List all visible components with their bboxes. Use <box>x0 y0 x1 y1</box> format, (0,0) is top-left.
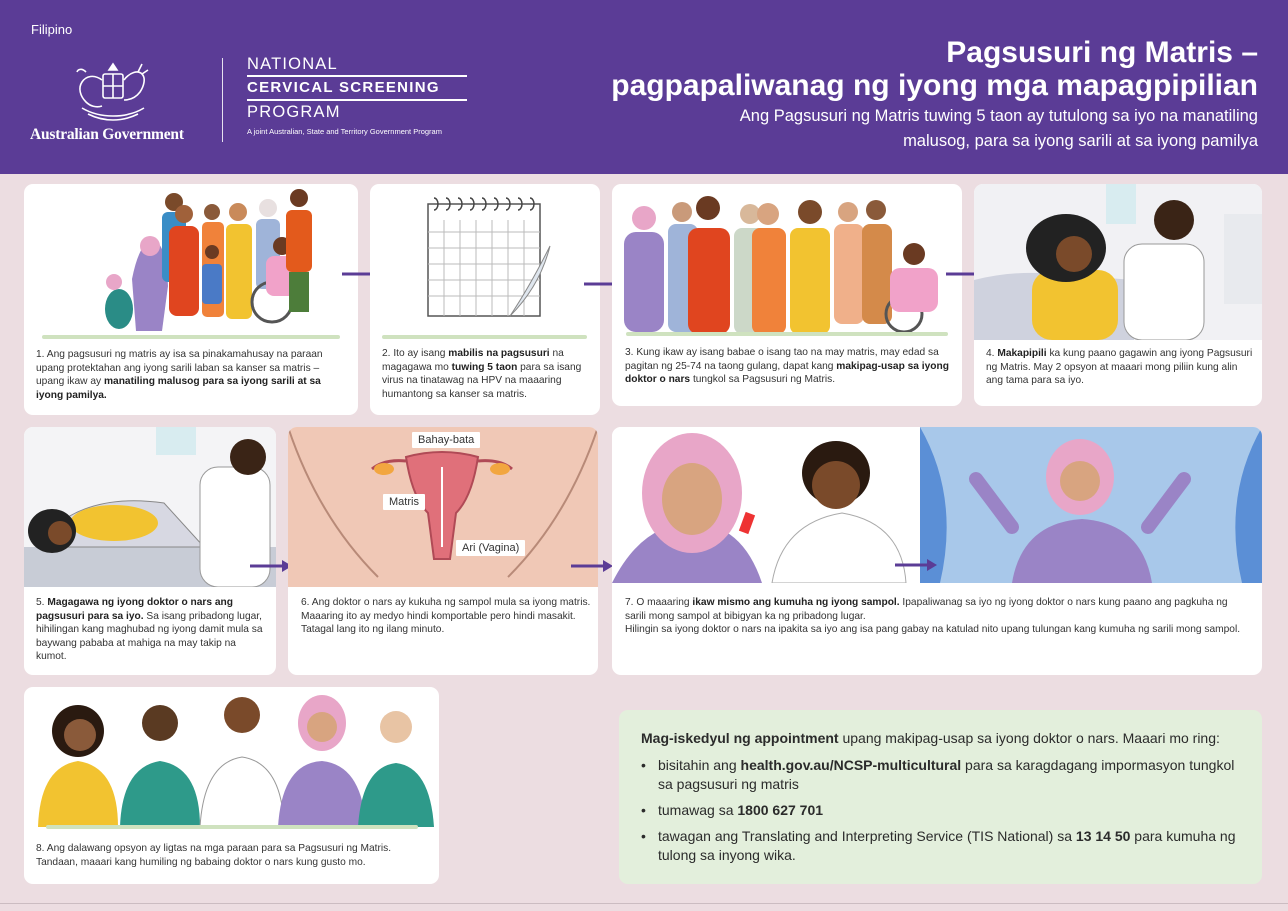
appointment-info-panel <box>619 710 1262 884</box>
step-6-text: 6. Ang doktor o nars ay kukuha ng sampol mula sa iyong matris. Maaaring ito ay medyo hindi komportable pero hindi masakit. Tatagal lang ito ng ilang minuto. <box>301 597 591 636</box>
government-name: Australian Government <box>30 126 184 143</box>
examination-illustration <box>24 427 276 587</box>
step-5-text: 5. Magagawa ng iyong doktor o nars ang pagsusuri para sa iyo. Sa isang pribadong lugar, hihilingan kang maghubad ng iyong damit mula sa baywang pababa at mahiga na may takip na kumot. <box>36 597 263 663</box>
step-card-8 <box>24 687 439 884</box>
step-card-7 <box>612 427 1262 675</box>
page-title-line-2: pagpapaliwanag ng iyong mga mapagpipilian <box>611 69 1258 102</box>
subtitle-line-1: Ang Pagsusuri ng Matris tuwing 5 taon ay tutulong sa iyo na manatiling <box>739 107 1258 125</box>
program-logo <box>247 54 467 136</box>
step-2-text: 2. Ito ay isang mabilis na pagsusuri na magagawa mo tuwing 5 taon para sa isang virus na tinatawag na HPV na maaaring humantong sa kanser sa matris. <box>382 348 582 400</box>
step-card-4 <box>974 184 1262 406</box>
list-item: • tawagan ang Translating and Interpreting Service (TIS National) sa 13 14 50 para kumuha ng tulong sa inyong wika. <box>641 827 1240 865</box>
phone-number[interactable]: 1800 627 701 <box>737 802 824 818</box>
step-card-1 <box>24 184 358 415</box>
step-3-text: 3. Kung ikaw ay isang babae o isang tao na may matris, may edad sa pagitan ng 25-74 na taong gulang, dapat kang makipag-usap sa iyong doktor o nars tungkol sa Pagsusuri ng Matris. <box>625 347 949 386</box>
arrow-right-icon <box>571 559 615 573</box>
calendar-illustration <box>370 184 600 344</box>
divider <box>42 335 340 339</box>
header-banner <box>0 0 1288 174</box>
program-line-2: CERVICAL SCREENING <box>247 75 467 101</box>
header-divider <box>222 58 223 142</box>
step-8-text: 8. Ang dalawang opsyon ay ligtas na mga paraan para sa Pagsusuri ng Matris. Tandaan, maaari kang humiling ng babaing doktor o nars kung gusto mo. <box>36 843 392 868</box>
step-card-3 <box>612 184 962 406</box>
page-title-block <box>611 36 1258 152</box>
step-4-text: 4. Makapipili ka kung paano gagawin ang iyong Pagsusuri ng Matris. May 2 opsyon at maaari mong piliin kung alin ang tama para sa iyo. <box>986 348 1253 387</box>
family-group-illustration <box>24 184 358 344</box>
step-7-text: 7. O maaaring ikaw mismo ang kumuha ng iyong sampol. Ipapaliwanag sa iyo ng iyong doktor o nars kung paano ang pagkuha ng sarili mong sampol at bibigyan ka ng pribadong lugar. Hilingin sa iyong doktor o nars na ipakita sa iyo ang isa pang gabay na katulad nito upang tulungan kang kumuha ng sarili mong sampol. <box>625 597 1241 636</box>
women-group-illustration <box>612 184 962 334</box>
step-card-2 <box>370 184 600 415</box>
coat-of-arms-icon <box>68 58 158 124</box>
divider <box>626 332 948 336</box>
website-link[interactable]: health.gov.au/NCSP-multicultural <box>740 757 962 773</box>
language-label: Filipino <box>31 22 73 37</box>
tis-number[interactable]: 13 14 50 <box>1075 828 1131 844</box>
divider <box>382 335 587 339</box>
anatomy-illustration <box>288 427 598 587</box>
subtitle-line-2: malusog, para sa iyong sarili at sa iyong pamilya <box>903 132 1258 150</box>
page-title-line-1: Pagsusuri ng Matris – <box>946 36 1258 69</box>
appointment-lead: Mag-iskedyul ng appointment upang makipag-usap sa iyong doktor o nars. Maaari mo ring: <box>641 730 1220 746</box>
label-cervix: Matris <box>383 494 425 510</box>
contact-options-list <box>641 756 1240 865</box>
arrow-right-icon <box>895 558 939 572</box>
list-item: • tumawag sa 1800 627 701 <box>641 801 1240 820</box>
program-line-1: NATIONAL <box>247 55 338 73</box>
footer-line <box>0 903 1288 904</box>
label-uterus: Bahay-bata <box>412 432 480 448</box>
step-card-5 <box>24 427 276 675</box>
program-line-3: PROGRAM <box>247 103 341 121</box>
divider <box>46 825 418 829</box>
consultation-illustration <box>974 184 1262 340</box>
step-1-text: 1. Ang pagsusuri ng matris ay isa sa pinakamahusay na paraan upang protektahan ang iyong sarili laban sa kanser sa matris – upang ikaw ay manatiling malusog para sa iyong sarili at sa iyong pamilya. <box>36 349 323 401</box>
step-card-6 <box>288 427 598 675</box>
women-options-illustration <box>24 687 439 827</box>
label-vagina: Ari (Vagina) <box>456 540 525 556</box>
list-item: • bisitahin ang health.gov.au/NCSP-multicultural para sa karagdagang impormasyon tungkol sa pagsusuri ng matris <box>641 756 1240 794</box>
program-tagline: A joint Australian, State and Territory Government Program <box>247 127 442 136</box>
